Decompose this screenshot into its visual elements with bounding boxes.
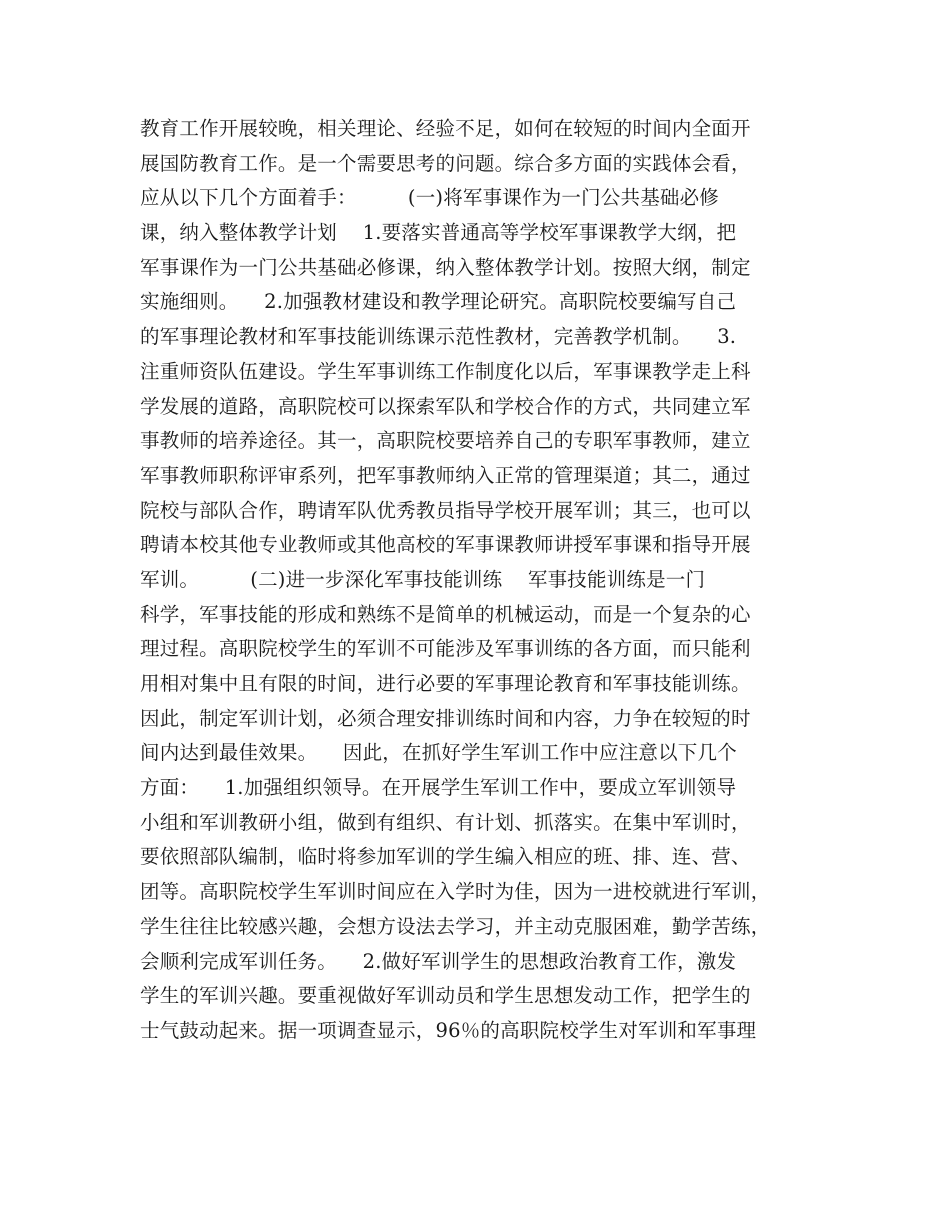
text-line: 课，纳入整体教学计划 1.要落实普通高等学校军事课教学大纲，把: [140, 221, 737, 245]
text-line: 因此，制定军训计划，必须合理安排训练时间和内容，力争在较短的时: [140, 706, 751, 730]
text-line: 的军事理论教材和军事技能训练课示范性教材，完善教学机制。 3.: [140, 325, 737, 349]
text-line: 要依照部队编制，临时将参加军训的学生编入相应的班、排、连、营、: [140, 845, 751, 869]
text-line: 应从以下几个方面着手： (一)将军事课作为一门公共基础必修: [140, 186, 720, 210]
text-line: 事教师的培养途径。其一，高职院校要培养自己的专职军事教师，建立: [140, 429, 751, 453]
text-line: 学发展的道路，高职院校可以探索军队和学校合作的方式，共同建立军: [140, 394, 751, 418]
text-line: 教育工作开展较晚，相关理论、经验不足，如何在较短的时间内全面开: [140, 117, 751, 140]
text-line: 学生的军训兴趣。要重视做好军训动员和学生思想发动工作，把学生的: [140, 984, 751, 1008]
text-line: 团等。高职院校学生军训时间应在入学时为佳，因为一进校就进行军训，: [140, 880, 771, 904]
text-line: 士气鼓动起来。据一项调查显示，96％的高职院校学生对军训和军事理: [140, 1018, 757, 1042]
text-line: 军事课作为一门公共基础必修课，纳入整体教学计划。按照大纲，制定: [140, 255, 751, 279]
text-line: 理过程。高职院校学生的军训不可能涉及军事训练的各方面，而只能利: [140, 637, 751, 661]
text-line: 军训。 (二)进一步深化军事技能训练 军事技能训练是一门: [140, 567, 706, 591]
text-line: 注重师资队伍建设。学生军事训练工作制度化以后，军事课教学走上科: [140, 359, 751, 383]
text-line: 院校与部队合作，聘请军队优秀教员指导学校开展军训；其三，也可以: [140, 498, 751, 522]
text-line: 军事教师职称评审系列，把军事教师纳入正常的管理渠道；其二，通过: [140, 463, 751, 487]
text-line: 间内达到最佳效果。 因此，在抓好学生军训工作中应注意以下几个: [140, 741, 737, 765]
text-line: 科学，军事技能的形成和熟练不是简单的机械运动，而是一个复杂的心: [140, 602, 751, 626]
text-line: 小组和军训教研小组，做到有组织、有计划、抓落实。在集中军训时，: [140, 810, 751, 834]
text-line: 方面： 1.加强组织领导。在开展学生军训工作中，要成立军训领导: [140, 776, 737, 800]
text-line: 实施细则。 2.加强教材建设和教学理论研究。高职院校要编写自己: [140, 290, 737, 314]
text-line: 学生往往比较感兴趣，会想方设法去学习，并主动克服困难，勤学苦练，: [140, 914, 771, 938]
body-text: [140, 112, 820, 1049]
text-line: 展国防教育工作。是一个需要思考的问题。综合多方面的实践体会看，: [140, 151, 751, 175]
text-line: 会顺利完成军训任务。 2.做好军训学生的思想政治教育工作，激发: [140, 949, 737, 973]
text-line: 用相对集中且有限的时间，进行必要的军事理论教育和军事技能训练。: [140, 672, 751, 695]
text-line: 聘请本校其他专业教师或其他高校的军事课教师讲授军事课和指导开展: [140, 533, 751, 557]
